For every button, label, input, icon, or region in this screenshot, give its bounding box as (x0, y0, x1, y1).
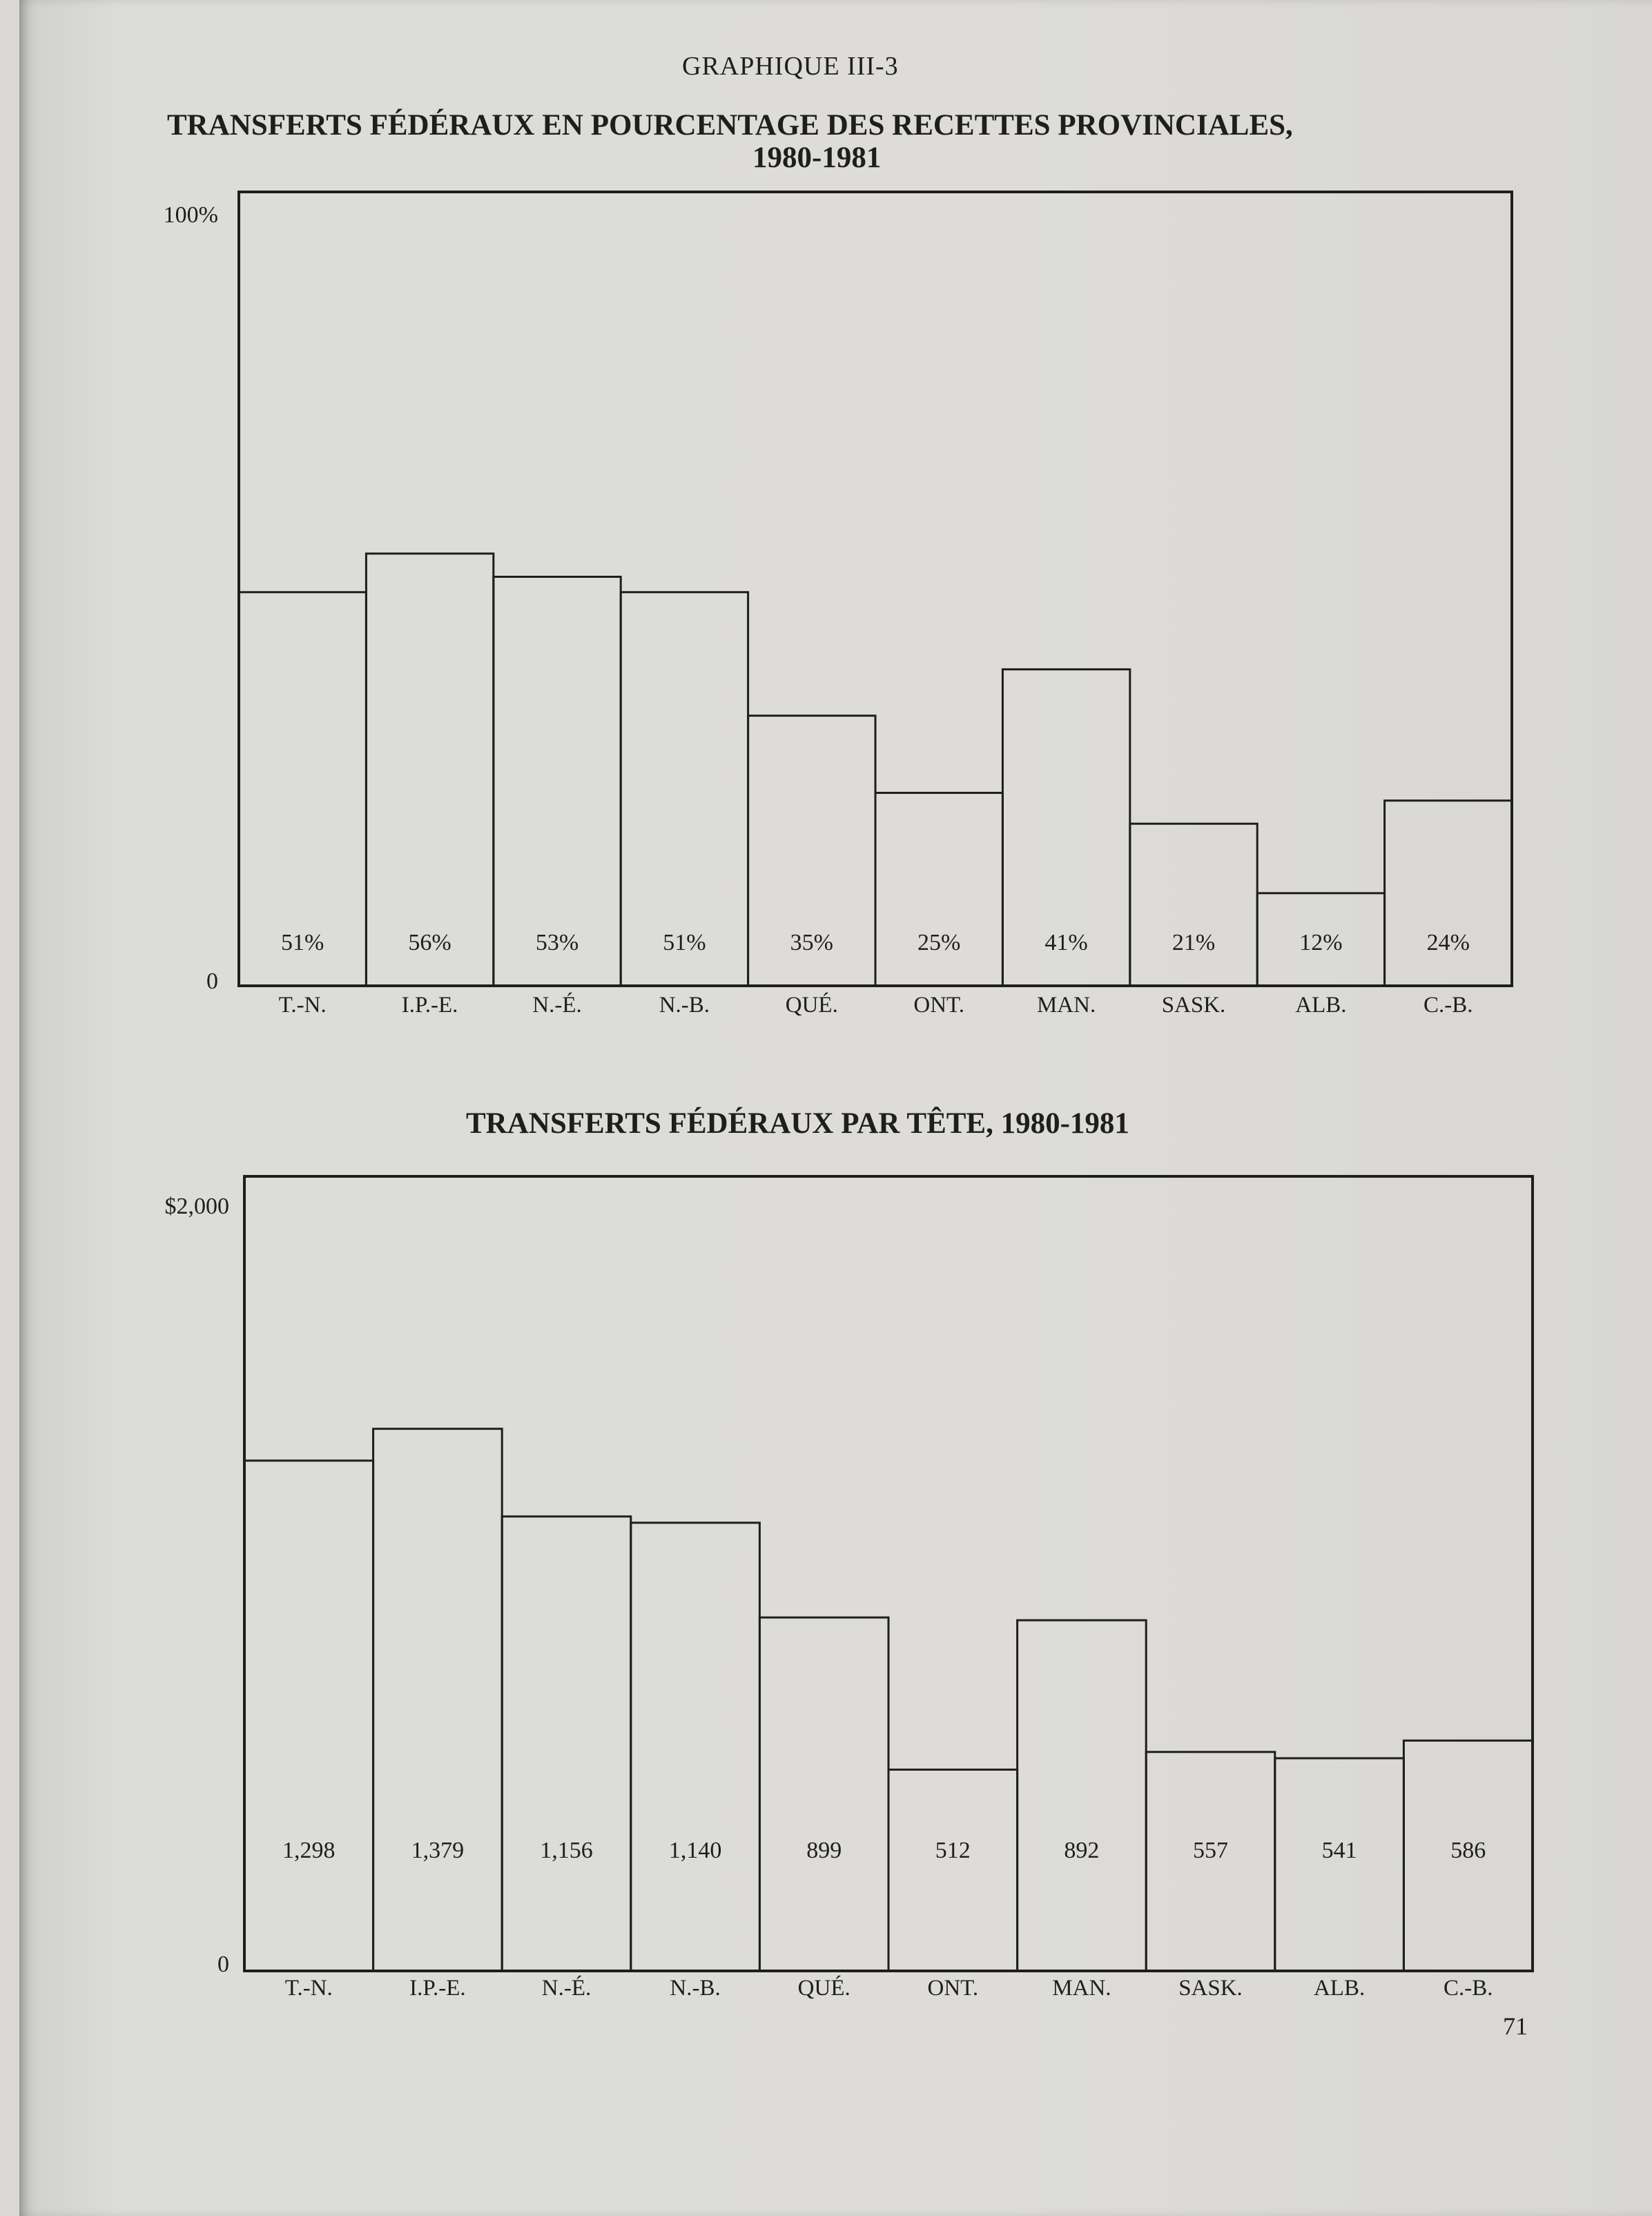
chart1-value-label-10: 24% (1426, 930, 1470, 955)
chart2-value-label-5: 899 (806, 1838, 842, 1863)
chart2-bar-2 (373, 1429, 503, 1971)
chart1-bar-10 (1385, 801, 1512, 986)
chart1-value-label-6: 25% (917, 930, 961, 955)
chart1-category-label-3: N.-É. (532, 993, 582, 1018)
chart2-value-label-10: 586 (1450, 1838, 1486, 1863)
chart2-category-label-4: N.-B. (670, 1976, 721, 2001)
chart2-title: TRANSFERTS FÉDÉRAUX PAR TÊTE, 1980-1981 (466, 1107, 1129, 1140)
chart2-bar-4 (631, 1523, 760, 1971)
chart2-category-label-9: ALB. (1313, 1976, 1366, 2001)
chart2-ytick-zero: 0 (217, 1952, 229, 1977)
chart1-value-label-7: 41% (1044, 930, 1088, 955)
chart1-value-label-8: 21% (1172, 930, 1216, 955)
chart1-category-label-4: N.-B. (659, 993, 710, 1018)
figure-label: GRAPHIQUE III-3 (682, 52, 899, 81)
chart1-value-label-9: 12% (1299, 930, 1343, 955)
chart2-category-label-6: ONT. (927, 1976, 979, 2001)
chart2-bar-3 (502, 1517, 631, 1971)
chart2-category-label-1: T.-N. (284, 1976, 333, 2001)
chart2-value-label-6: 512 (935, 1838, 971, 1863)
chart1-category-label-7: MAN. (1036, 993, 1096, 1018)
chart1-category-label-6: ONT. (913, 993, 965, 1018)
chart1-value-label-3: 53% (535, 930, 579, 955)
chart2-bar-9 (1275, 1758, 1404, 1971)
chart2-category-label-8: SASK. (1178, 1976, 1243, 2001)
chart2-bar-1 (244, 1461, 373, 1971)
chart1-value-label-5: 35% (790, 930, 833, 955)
chart1-category-label-5: QUÉ. (785, 993, 838, 1018)
chart1-bar-6 (875, 793, 1002, 986)
chart2-ytick-max: $2,000 (164, 1194, 229, 1219)
chart2-bar-5 (759, 1617, 888, 1971)
chart1-bar-2 (366, 554, 493, 986)
chart1-value-label-4: 51% (663, 930, 706, 955)
page-number: 71 (1503, 2012, 1528, 2040)
chart2-category-label-5: QUÉ. (797, 1976, 851, 2001)
chart2-value-label-1: 1,298 (282, 1838, 336, 1863)
chart2-category-label-2: I.P.-E. (409, 1976, 466, 2001)
chart1-ytick-zero: 0 (206, 969, 218, 994)
chart2-value-label-9: 541 (1321, 1838, 1357, 1863)
chart1-category-label-10: C.-B. (1423, 993, 1473, 1018)
chart2-group (165, 1176, 1533, 2001)
chart2-category-label-3: N.-É. (541, 1976, 592, 2001)
chart1-category-label-8: SASK. (1161, 993, 1226, 1018)
chart1-value-label-1: 51% (281, 930, 324, 955)
chart1-category-label-9: ALB. (1295, 993, 1347, 1018)
chart1-group (164, 192, 1512, 1018)
chart1-bar-4 (621, 592, 748, 986)
chart2-category-label-7: MAN. (1052, 1976, 1111, 2001)
chart1-bar-8 (1130, 824, 1257, 986)
chart1-title: TRANSFERTS FÉDÉRAUX EN POURCENTAGE DES RECETTES PROVINCIALES, (167, 109, 1293, 142)
chart2-value-label-2: 1,379 (411, 1838, 465, 1863)
chart1-category-label-1: T.-N. (278, 993, 327, 1018)
chart2-bar-7 (1018, 1620, 1147, 1971)
chart1-value-label-2: 56% (408, 930, 451, 955)
chart1-bar-1 (239, 592, 366, 986)
chart1-category-label-2: I.P.-E. (401, 993, 458, 1018)
chart2-value-label-7: 892 (1064, 1838, 1100, 1863)
chart1-subtitle: 1980-1981 (752, 142, 882, 174)
chart1-ytick-max: 100% (163, 202, 218, 228)
chart2-bar-6 (888, 1769, 1018, 1971)
chart2-value-label-8: 557 (1193, 1838, 1228, 1863)
chart2-value-label-3: 1,156 (540, 1838, 593, 1863)
chart2-category-label-10: C.-B. (1443, 1976, 1493, 2001)
chart1-bar-3 (494, 577, 621, 986)
chart2-value-label-4: 1,140 (668, 1838, 722, 1863)
